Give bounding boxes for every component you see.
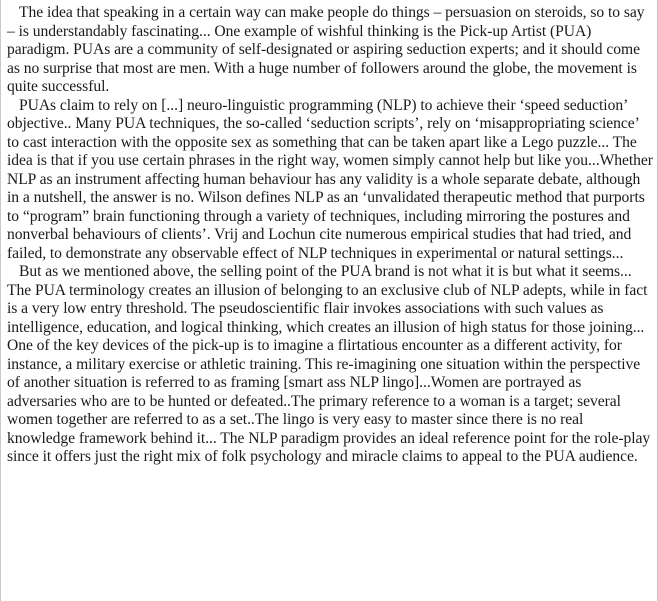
paragraph-pua-intro: The idea that speaking in a certain way can make people do things – persuasion on steroids, so to say – is understandably fascinating... One example of wishful thinking is the Pick-up Artist (PUA) paradigm. PUAs are a community of self-designated or aspiring seduction experts; and it should come as no surprise that most are men. With a huge number of followers around the globe, the movement is quite successful. — [7, 4, 645, 95]
paragraph-pua-terminology: But as we mentioned above, the selling point of the PUA brand is not what it is but what it seems... The PUA terminology creates an illusion of belonging to an exclusive club of NLP adepts, while in fact is a very low entry threshold. The pseudoscientific flair invokes associations with such values as intelligence, education, and logical thinking, which creates an illusion of high status for those joining... One of the key devices of the pick-up is to imagine a flirtatious encounter as a different activity, for instance, a military exercise or athletic training. This re-imagining one situation within the perspective of another situation is referred to as framing [smart ass NLP lingo]...Women are portrayed as adversaries who are to be hunted or defeated..The primary reference to a woman is a target; several women together are referred to as a set..The lingo is very easy to master since there is no real knowledge framework behind it... The NLP paradigm provides an ideal reference point for the role-play since it offers just the right mix of folk psychology and miracle claims to appeal to the PUA audience. — [7, 263, 651, 465]
paragraph-nlp-claims: PUAs claim to rely on [...] neuro-linguistic programming (NLP) to achieve their ‘speed seduction’ objective.. Many PUA techniques, the so-called ‘seduction scripts’, rely on ‘misappropriating science’ to cast interaction with the opposite sex as something that can be taken apart like a Lego puzzle... The idea is that if you use certain phrases in the right way, women simply cannot help but like you...Whether NLP as an instrument affecting human behaviour has any validity is a whole separate debate, although in a nutshell, the answer is no. Wilson defines NLP as an ‘unvalidated therapeutic method that purports to “program” brain functioning through a variety of techniques, including mirroring the postures and nonverbal behaviours of clients’. Vrij and Lochun cite numerous empirical studies that had tried, and failed, to demonstrate any observable effect of NLP techniques in experimental or natural settings... — [7, 96, 653, 262]
